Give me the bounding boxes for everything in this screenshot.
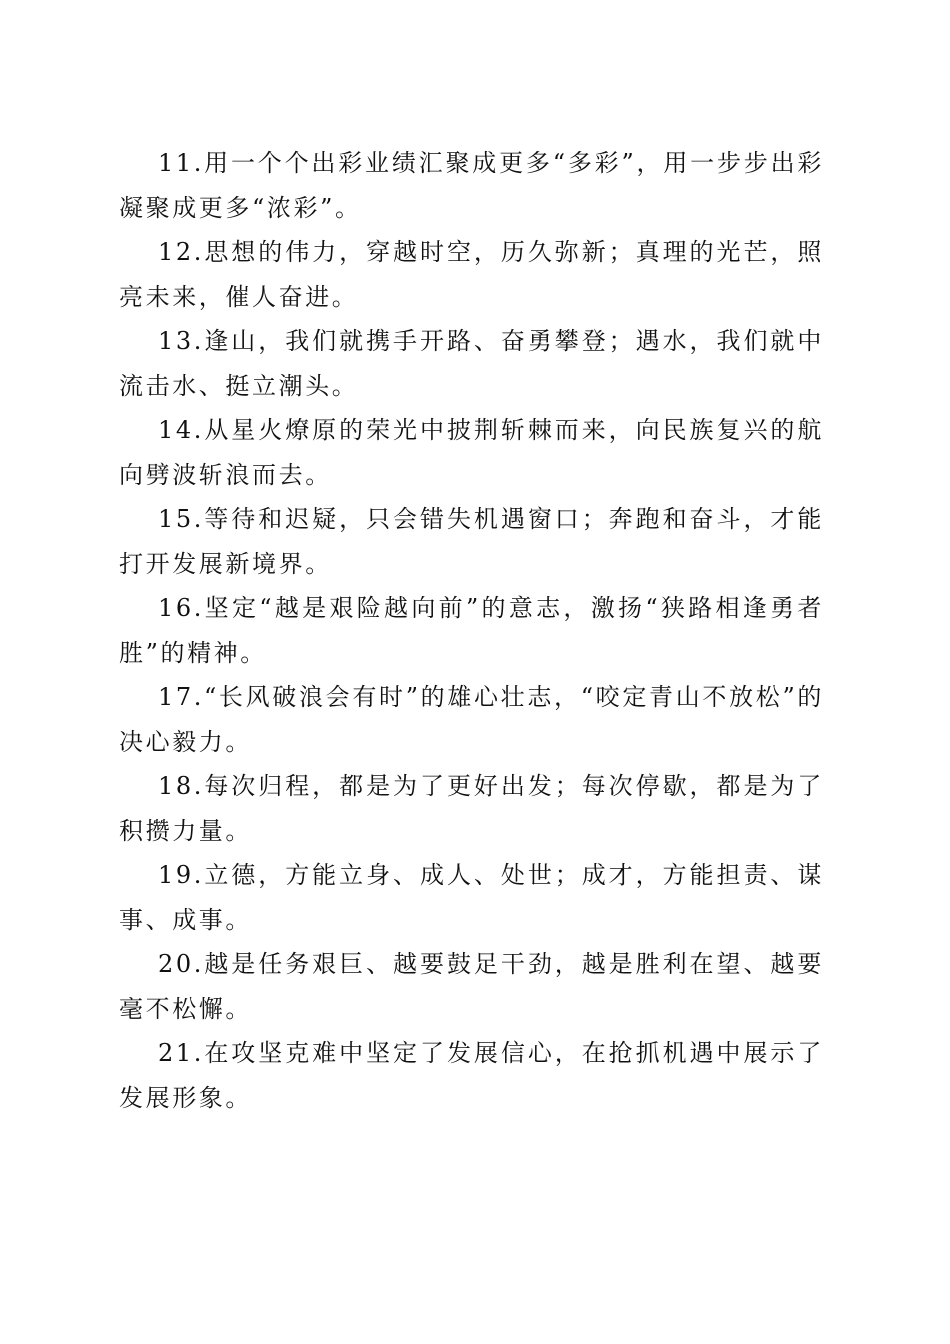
paragraph-number: 15. [158,505,204,533]
paragraph-text: 用一个个出彩业绩汇聚成更多“多彩”，用一步步出彩凝聚成更多“浓彩”。 [119,149,824,222]
paragraph-18 [119,764,824,853]
paragraph-number: 13. [158,327,204,355]
paragraph-12 [119,230,824,319]
paragraph-14 [119,408,824,497]
paragraph-number: 17. [158,683,204,711]
paragraph-20 [119,942,824,1031]
paragraph-number: 21. [158,1039,204,1067]
paragraph-text: 立德，方能立身、成人、处世；成才，方能担责、谋事、成事。 [119,861,824,934]
paragraph-text: 越是任务艰巨、越要鼓足干劲，越是胜利在望、越要毫不松懈。 [119,950,824,1023]
paragraph-number: 20. [158,950,204,978]
paragraph-number: 14. [158,416,204,444]
paragraph-text: 思想的伟力，穿越时空，历久弥新；真理的光芒，照亮未来，催人奋进。 [119,238,824,311]
paragraph-number: 16. [158,594,204,622]
paragraph-16 [119,586,824,675]
paragraph-text: 坚定“越是艰险越向前”的意志，激扬“狭路相逢勇者胜”的精神。 [119,594,824,667]
paragraph-text: 从星火燎原的荣光中披荆斩棘而来，向民族复兴的航向劈波斩浪而去。 [119,416,824,489]
paragraph-number: 12. [158,238,204,266]
paragraph-text: 在攻坚克难中坚定了发展信心，在抢抓机遇中展示了发展形象。 [119,1039,824,1112]
paragraph-text: 每次归程，都是为了更好出发；每次停歇，都是为了积攒力量。 [119,772,824,845]
paragraph-number: 11. [158,149,204,177]
paragraph-13 [119,319,824,408]
paragraph-21 [119,1031,824,1120]
paragraph-19 [119,853,824,942]
paragraph-text: 等待和迟疑，只会错失机遇窗口；奔跑和奋斗，才能打开发展新境界。 [119,505,824,578]
paragraph-17 [119,675,824,764]
document-body [119,141,824,1120]
paragraph-number: 19. [158,861,204,889]
paragraph-text: 逢山，我们就携手开路、奋勇攀登；遇水，我们就中流击水、挺立潮头。 [119,327,824,400]
paragraph-text: “长风破浪会有时”的雄心壮志，“咬定青山不放松”的决心毅力。 [119,683,824,756]
paragraph-number: 18. [158,772,204,800]
paragraph-11 [119,141,824,230]
paragraph-15 [119,497,824,586]
